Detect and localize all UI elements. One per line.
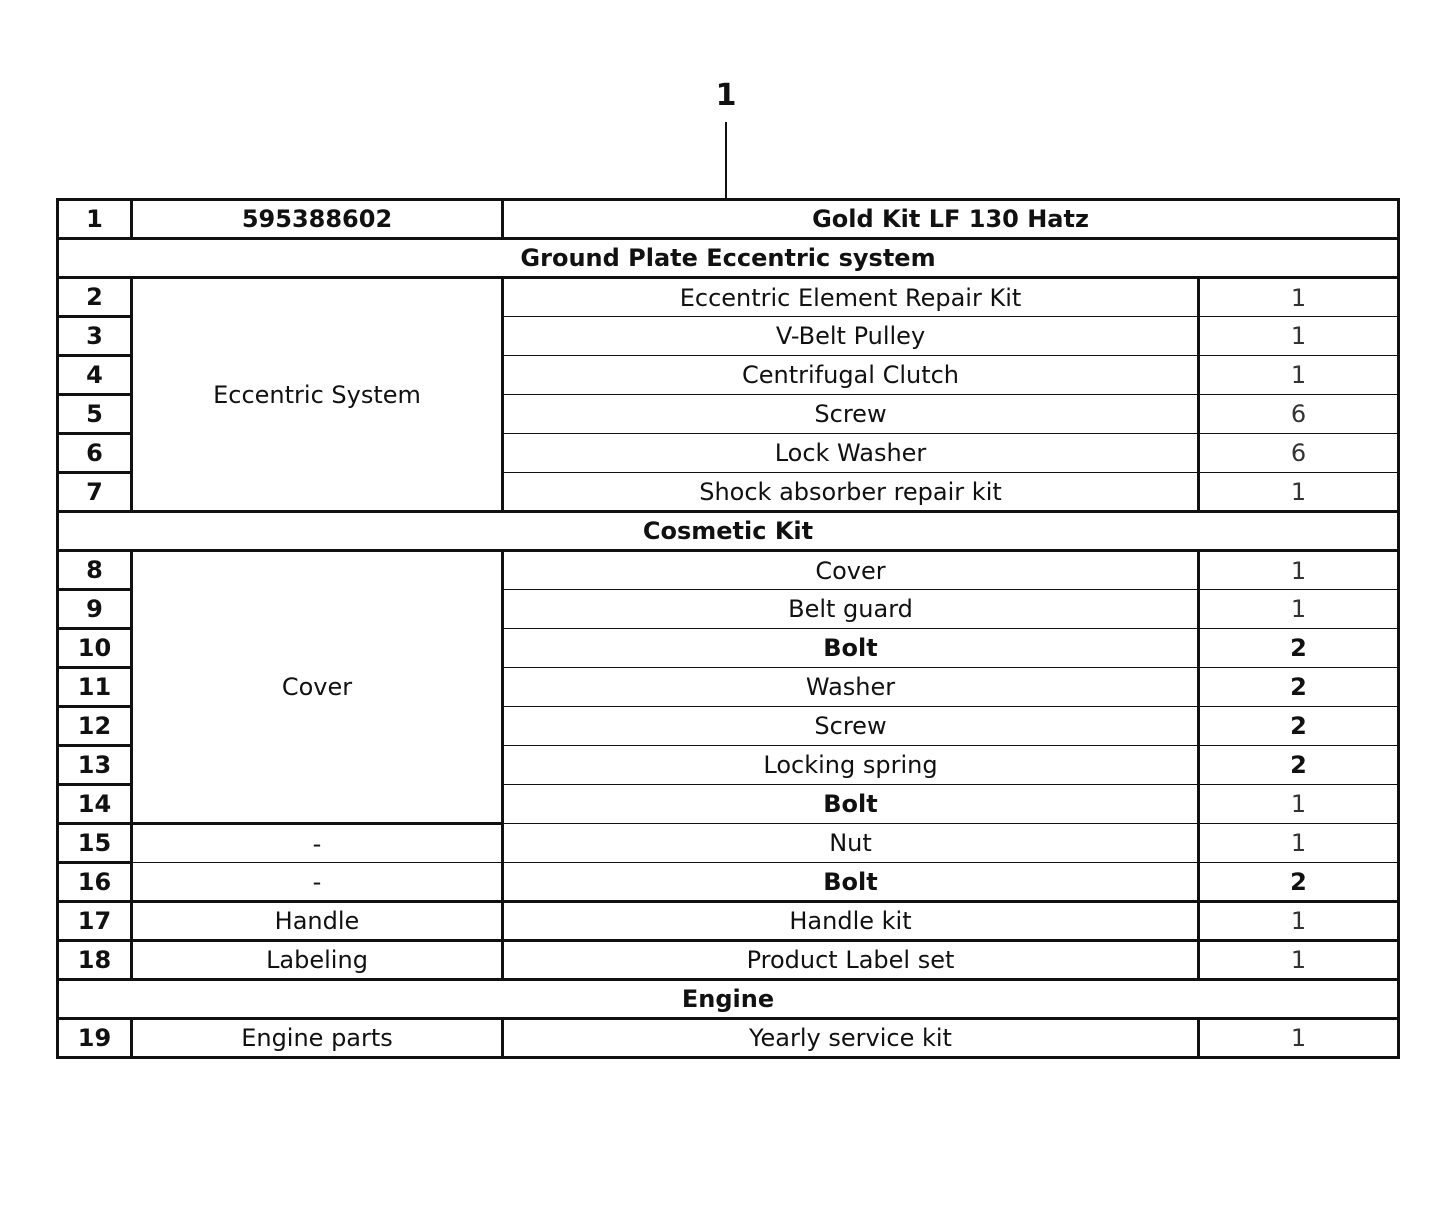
group-name: Labeling (132, 941, 503, 980)
item-name: Bolt (503, 863, 1199, 902)
item-name: Cover (503, 551, 1199, 590)
row-number: 16 (58, 863, 132, 902)
table-row (58, 902, 1399, 941)
item-quantity: 1 (1199, 1019, 1399, 1058)
item-quantity: 1 (1199, 317, 1399, 356)
section-title: Ground Plate Eccentric system (58, 239, 1399, 278)
item-name: Belt guard (503, 590, 1199, 629)
item-name: Yearly service kit (503, 1019, 1199, 1058)
item-quantity: 1 (1199, 902, 1399, 941)
row-number: 4 (58, 356, 132, 395)
section-title: Engine (58, 980, 1399, 1019)
section-header-row (58, 980, 1399, 1019)
row-number: 10 (58, 629, 132, 668)
row-number: 9 (58, 590, 132, 629)
item-name: Eccentric Element Repair Kit (503, 278, 1199, 317)
item-name: Bolt (503, 785, 1199, 824)
part-number: 595388602 (132, 200, 503, 239)
row-number: 3 (58, 317, 132, 356)
row-number: 2 (58, 278, 132, 317)
parts-table (56, 198, 1400, 1059)
row-number: 18 (58, 941, 132, 980)
table-row (58, 551, 1399, 590)
section-header-row (58, 512, 1399, 551)
section-title: Cosmetic Kit (58, 512, 1399, 551)
item-name: Handle kit (503, 902, 1199, 941)
item-name: Product Label set (503, 941, 1199, 980)
section-header-row (58, 239, 1399, 278)
row-number: 1 (58, 200, 132, 239)
row-number: 15 (58, 824, 132, 863)
row-number: 11 (58, 668, 132, 707)
row-number: 6 (58, 434, 132, 473)
item-quantity: 1 (1199, 590, 1399, 629)
item-quantity: 2 (1199, 707, 1399, 746)
item-quantity: 2 (1199, 629, 1399, 668)
callout-number: 1 (715, 78, 737, 113)
item-name: Lock Washer (503, 434, 1199, 473)
item-quantity: 1 (1199, 551, 1399, 590)
item-quantity: 2 (1199, 668, 1399, 707)
item-quantity: 1 (1199, 785, 1399, 824)
item-quantity: 1 (1199, 941, 1399, 980)
item-name: Locking spring (503, 746, 1199, 785)
item-name: Centrifugal Clutch (503, 356, 1199, 395)
item-name: Screw (503, 395, 1199, 434)
callout-leader-line (725, 122, 727, 199)
row-number: 8 (58, 551, 132, 590)
item-name: Bolt (503, 629, 1199, 668)
item-name: Washer (503, 668, 1199, 707)
row-number: 13 (58, 746, 132, 785)
table-row (58, 1019, 1399, 1058)
row-number: 5 (58, 395, 132, 434)
table-row (58, 824, 1399, 863)
group-name: Cover (132, 551, 503, 824)
kit-title: Gold Kit LF 130 Hatz (503, 200, 1399, 239)
row-number: 7 (58, 473, 132, 512)
table-row (58, 278, 1399, 317)
row-number: 12 (58, 707, 132, 746)
item-quantity: 1 (1199, 356, 1399, 395)
item-quantity: 6 (1199, 434, 1399, 473)
table-row (58, 941, 1399, 980)
item-name: Nut (503, 824, 1199, 863)
group-name: - (132, 824, 503, 863)
item-quantity: 1 (1199, 824, 1399, 863)
group-name: - (132, 863, 503, 902)
group-name: Engine parts (132, 1019, 503, 1058)
table-row (58, 863, 1399, 902)
item-name: Screw (503, 707, 1199, 746)
item-quantity: 2 (1199, 746, 1399, 785)
row-number: 17 (58, 902, 132, 941)
row-number: 19 (58, 1019, 132, 1058)
row-number: 14 (58, 785, 132, 824)
item-quantity: 1 (1199, 473, 1399, 512)
group-name: Eccentric System (132, 278, 503, 512)
item-quantity: 2 (1199, 863, 1399, 902)
item-quantity: 6 (1199, 395, 1399, 434)
table-row (58, 200, 1399, 239)
group-name: Handle (132, 902, 503, 941)
item-name: V-Belt Pulley (503, 317, 1199, 356)
item-quantity: 1 (1199, 278, 1399, 317)
item-name: Shock absorber repair kit (503, 473, 1199, 512)
